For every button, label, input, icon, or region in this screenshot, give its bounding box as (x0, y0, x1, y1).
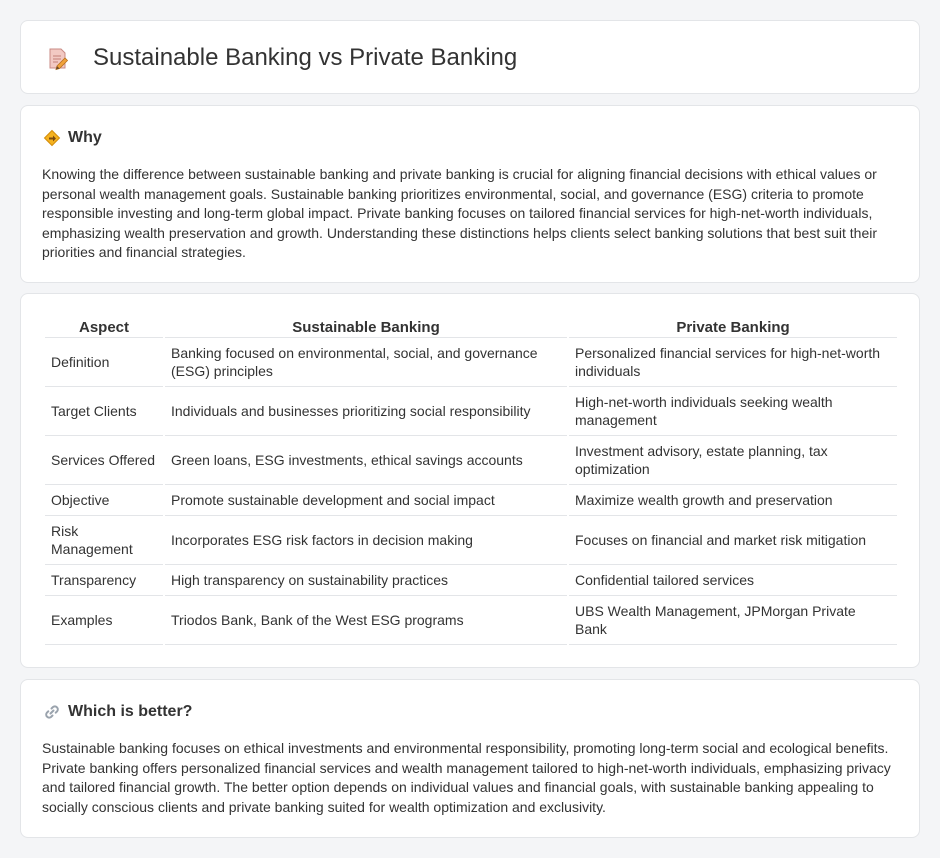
cell-aspect: Examples (45, 596, 163, 645)
comparison-table (43, 316, 899, 645)
cell-private: Focuses on financial and market risk mitigation (569, 516, 897, 565)
cell-sustainable: Promote sustainable development and social impact (165, 485, 567, 516)
why-section (20, 105, 920, 283)
cell-private: Maximize wealth growth and preservation (569, 485, 897, 516)
cell-sustainable: Green loans, ESG investments, ethical savings accounts (165, 436, 567, 485)
why-title: Why (68, 129, 102, 146)
table-row (45, 338, 897, 387)
cell-sustainable: High transparency on sustainability practices (165, 565, 567, 596)
cell-aspect: Target Clients (45, 387, 163, 436)
header-private: Private Banking (569, 316, 897, 338)
cell-sustainable: Triodos Bank, Bank of the West ESG programs (165, 596, 567, 645)
better-heading (43, 702, 192, 722)
cell-aspect: Definition (45, 338, 163, 387)
cell-aspect: Objective (45, 485, 163, 516)
cell-aspect: Risk Management (45, 516, 163, 565)
better-section (20, 679, 920, 838)
cell-private: Investment advisory, estate planning, tax optimization (569, 436, 897, 485)
cell-sustainable: Banking focused on environmental, social, and governance (ESG) principles (165, 338, 567, 387)
page-title: Sustainable Banking vs Private Banking (93, 44, 518, 71)
header-card (20, 20, 920, 94)
cell-private: High-net-worth individuals seeking wealth management (569, 387, 897, 436)
why-heading (43, 128, 102, 148)
cell-private: Confidential tailored services (569, 565, 897, 596)
link-icon (43, 703, 61, 721)
header-sustainable: Sustainable Banking (165, 316, 567, 338)
table-row (45, 516, 897, 565)
table-row (45, 485, 897, 516)
header-aspect: Aspect (45, 316, 163, 338)
table-row (45, 565, 897, 596)
cell-private: UBS Wealth Management, JPMorgan Private Bank (569, 596, 897, 645)
cell-private: Personalized financial services for high-net-worth individuals (569, 338, 897, 387)
table-row (45, 436, 897, 485)
better-title: Which is better? (68, 703, 193, 720)
why-body: Knowing the difference between sustainable banking and private banking is crucial for aligning financial decisions with ethical values or personal wealth management goals. Sustainable banking prioritizes environmental, social, and governance (ESG) criteria to promote responsible investing and long-term global impact. Private banking focuses on tailored financial services for high-net-worth individuals, emphasizing wealth preservation and growth. Understanding these distinctions helps clients select banking solutions that best suit their priorities and financial strategies. (42, 166, 878, 261)
better-body: Sustainable banking focuses on ethical investments and environmental responsibility, promoting long-term social and ecological benefits. Private banking offers personalized financial services and wealth management tailored to high-net-worth individuals, emphasizing privacy and tailored financial growth. The better option depends on individual values and financial goals, with sustainable banking appealing to socially conscious clients and private banking suited for wealth optimization and exclusivity. (42, 740, 891, 815)
cell-sustainable: Individuals and businesses prioritizing social responsibility (165, 387, 567, 436)
table-row (45, 596, 897, 645)
table-row (45, 387, 897, 436)
document-pencil-icon (47, 47, 69, 71)
cell-aspect: Services Offered (45, 436, 163, 485)
cell-sustainable: Incorporates ESG risk factors in decision making (165, 516, 567, 565)
table-header-row (45, 316, 897, 338)
diamond-icon (43, 129, 61, 147)
comparison-card (20, 293, 920, 668)
cell-aspect: Transparency (45, 565, 163, 596)
